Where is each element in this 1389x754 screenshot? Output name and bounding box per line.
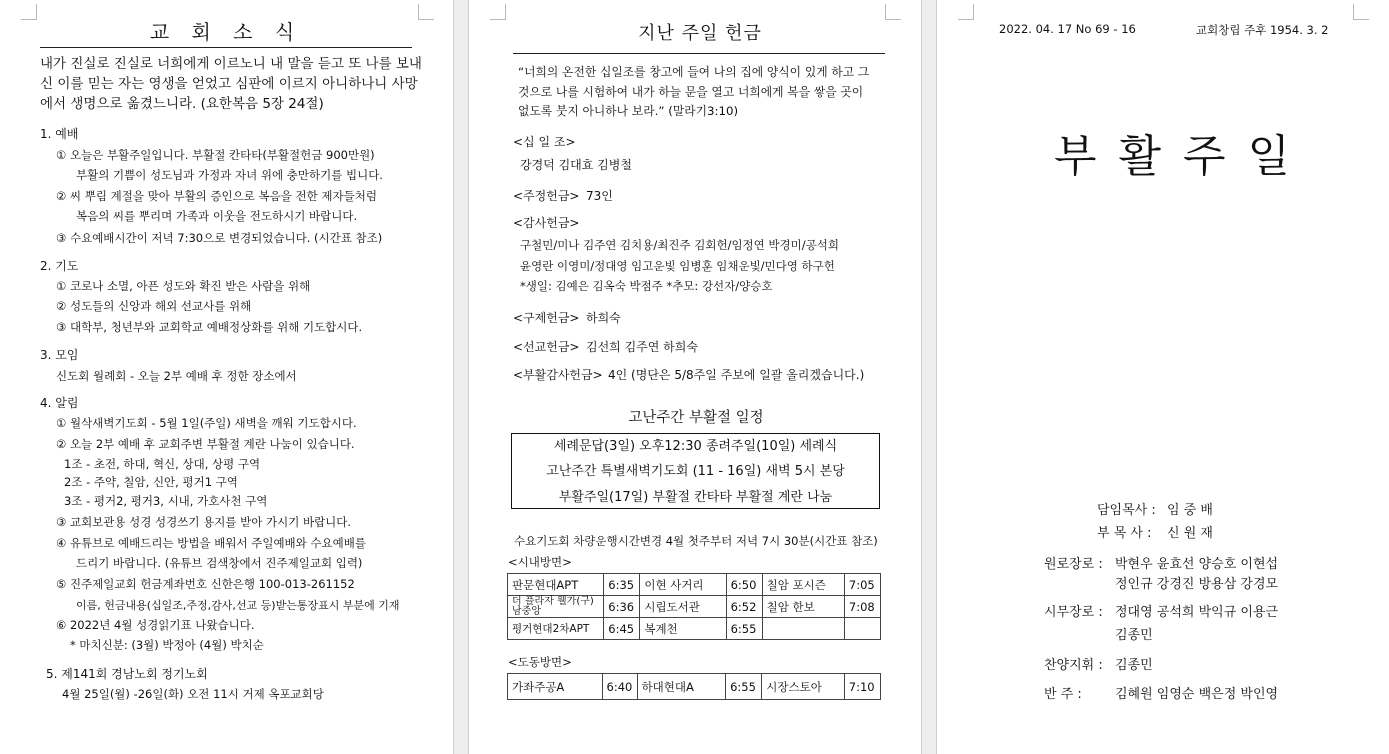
staff-name: 정대영 공석희 박익규 이용근 (1115, 605, 1279, 620)
staff-name: 임 중 배 (1167, 503, 1213, 518)
offering-label: <십 일 조> (513, 135, 576, 149)
section-heading: 4. 알림 (40, 396, 79, 410)
news-item: 복음의 씨를 뿌리며 가족과 이웃을 전도하시기 바랍니다. (76, 209, 358, 223)
city-bus-table (507, 573, 881, 640)
time-cell: 7:10 (844, 674, 880, 700)
time-cell: 6:35 (604, 574, 640, 596)
crop-mark (1353, 4, 1369, 20)
news-item: ① 월삭새벽기도회 - 5월 1일(주일) 새벽을 깨워 기도합시다. (56, 416, 357, 430)
stop-cell (762, 618, 844, 640)
offering-names: 강경덕 김대효 김병철 (520, 158, 632, 172)
time-cell: 6:36 (604, 596, 640, 618)
crop-mark (490, 4, 506, 20)
stop-cell: 평거현대2차APT (508, 618, 604, 640)
crop-mark (418, 4, 434, 20)
staff-role: 시무장로 : (1044, 605, 1103, 620)
time-cell: 6:45 (604, 618, 640, 640)
time-cell: 6:55 (726, 674, 762, 700)
staff-role: 찬양지휘 : (1044, 658, 1103, 673)
offering-names: 윤영란 이영미/정대영 임고운빛 임병훈 임채운빛/민다영 하구헌 (520, 259, 835, 273)
news-item: ③ 수요예배시간이 저녁 7:30으로 변경되었습니다. (시간표 참조) (56, 231, 383, 245)
news-item: 2조 - 주약, 칠암, 신안, 평거1 구역 (64, 475, 238, 489)
bulletin-date: 2022. 04. 17 No 69 - 16 (999, 22, 1136, 36)
time-cell: 6:40 (602, 674, 637, 700)
scripture-verse: 내가 진실로 진실로 너희에게 이르노니 내 말을 듣고 또 나를 보내신 이를 믿는 자는 영생을 얻었고 심판에 이르지 아니하나니 사망에서 생명으로 옮겼느니라. (요한복음 5장 24절) (40, 56, 422, 112)
schedule-line: 세례문답(3일) 오후12:30 종려주일(10일) 세례식 (553, 439, 838, 454)
offering-label: <주정헌금> (513, 189, 580, 203)
staff-name: 김혜원 임영순 백은정 박인영 (1115, 687, 1279, 702)
stop-cell: 하대현대A (637, 674, 726, 700)
stop-cell: 판문현대APT (508, 574, 604, 596)
page-church-news (0, 0, 453, 754)
stop-cell: 시립도서관 (640, 596, 726, 618)
offering-label: <부활감사헌금> (513, 368, 603, 382)
offering-names: 구철민/미나 김주연 김치용/최진주 김회헌/임정연 박경미/공석희 (520, 238, 839, 252)
offering-names: *생일: 김예은 김옥숙 박점주 *추모: 강선자/양승호 (520, 279, 773, 293)
news-item: ② 성도들의 신앙과 해외 선교사를 위해 (56, 299, 252, 313)
malachi-verse: “너희의 온전한 십일조를 창고에 들여 나의 집에 양식이 있게 하고 그것으로 나를 시험하여 내가 하늘 문을 열고 너희에게 복을 쌓을 곳이 없도록 붓지 아니하나 보라.” (말라기3:10) (518, 65, 870, 118)
news-item: 신도회 월례회 - 오늘 2부 예배 후 정한 장소에서 (56, 369, 297, 383)
schedule-box (511, 433, 880, 509)
staff-role: 담임목사 : (1097, 503, 1156, 518)
news-item: ③ 교회보관용 성경 성경쓰기 용지를 받아 가시기 바랍니다. (56, 515, 352, 529)
title-underline (40, 47, 412, 48)
staff-name: 김종민 (1115, 658, 1153, 673)
table-row (508, 618, 881, 640)
crop-mark (958, 4, 974, 20)
cover-title: 부활주일 (1054, 131, 1313, 182)
staff-role: 반 주 : (1044, 687, 1082, 702)
news-item: 4월 25일(월) -26일(화) 오전 11시 거제 옥포교회당 (62, 687, 324, 701)
news-item: 1조 - 초전, 하대, 혁신, 상대, 상평 구역 (64, 457, 261, 471)
stop-cell: 칠암 한보 (762, 596, 844, 618)
news-item: ① 코로나 소멸, 아픈 성도와 확진 받은 사람을 위해 (56, 279, 311, 293)
staff-role: 부 목 사 : (1097, 526, 1152, 541)
section-heading: 2. 기도 (40, 259, 79, 273)
schedule-line: 고난주간 특별새벽기도회 (11 - 16일) 새벽 5시 본당 (546, 464, 845, 479)
title-underline (513, 53, 885, 54)
staff-name: 정인규 강경진 방용삼 강경모 (1115, 577, 1279, 592)
stop-cell: 시장스토아 (762, 674, 844, 700)
staff-name: 신 원 재 (1167, 526, 1213, 541)
news-item: 3조 - 평거2, 평거3, 시내, 가호사천 구역 (64, 494, 268, 508)
page-title: 교 회 소 식 (149, 20, 303, 44)
news-item: 이름, 헌금내용(십일조,주정,감사,선교 등)받는통장표시 부분에 기재 (76, 599, 400, 612)
news-item: ① 오늘은 부활주일입니다. 부활절 칸타타(부활절헌금 900만원) (56, 148, 375, 162)
news-item: 부활의 기쁨이 성도님과 가정과 자녀 위에 충만하기를 빕니다. (76, 168, 383, 182)
time-cell: 7:08 (844, 596, 880, 618)
page-cover (937, 0, 1389, 754)
section-heading: 5. 제141회 경남노회 정기노회 (46, 667, 208, 681)
staff-role: 원로장로 : (1044, 557, 1103, 572)
offering-value: 4인 (명단은 5/8주일 주보에 일괄 올리겠습니다.) (608, 368, 865, 382)
crop-mark (21, 4, 37, 20)
offering-names: 김선희 김주연 하희숙 (586, 340, 698, 354)
news-item: ③ 대학부, 청년부와 교회학교 예배정상화를 위해 기도합시다. (56, 320, 363, 334)
news-item: ② 씨 뿌림 계절을 맞아 부활의 증인으로 복음을 전한 제자들처럼 (56, 189, 377, 203)
bus-notice: 수요기도회 차량운행시간변경 4월 첫주부터 저녁 7시 30분(시간표 참조) (514, 534, 878, 548)
offering-names: 하희숙 (586, 311, 621, 325)
schedule-line: 부활주일(17일) 부활절 칸타타 부활절 계란 나눔 (558, 490, 833, 505)
section-heading: 1. 예배 (40, 127, 79, 141)
offerings-title: 지난 주일 헌금 (638, 23, 762, 44)
news-item: 드리기 바랍니다. (유튜브 검색창에서 진주제일교회 입력) (76, 556, 363, 570)
staff-name: 김종민 (1115, 628, 1153, 643)
road-bus-table (507, 673, 881, 700)
stop-cell: 복계천 (640, 618, 726, 640)
crop-mark (885, 4, 901, 20)
offering-label: <감사헌금> (513, 216, 580, 230)
schedule-title: 고난주간 부활절 일정 (628, 410, 764, 426)
time-cell (844, 618, 880, 640)
section-heading: 3. 모임 (40, 348, 79, 362)
staff-name: 박현우 윤효선 양승호 이현섭 (1115, 557, 1279, 572)
stop-cell: 더 플라자 웰가(구) 남중앙 (508, 596, 604, 618)
founding-date: 교회창립 주후 1954. 3. 2 (1196, 23, 1329, 37)
time-cell: 6:55 (726, 618, 762, 640)
offering-label: <선교헌금> (513, 340, 580, 354)
offering-label: <구제헌금> (513, 311, 580, 325)
news-item: ⑥ 2022년 4월 성경읽기표 나왔습니다. (56, 618, 255, 632)
route-label: <시내방면> (508, 555, 572, 569)
stop-cell: 칠암 포시즌 (762, 574, 844, 596)
news-item: ② 오늘 2부 예배 후 교회주변 부활절 계란 나눔이 있습니다. (56, 437, 355, 451)
time-cell: 7:05 (844, 574, 880, 596)
stop-cell: 이현 사거리 (640, 574, 726, 596)
time-cell: 6:52 (726, 596, 762, 618)
table-row (508, 596, 881, 618)
offering-value: 73인 (586, 189, 613, 203)
stop-cell: 가좌주공A (508, 674, 603, 700)
news-item: ⑤ 진주제일교회 헌금계좌번호 신한은행 100-013-261152 (56, 577, 355, 591)
news-item: ④ 유튜브로 예배드리는 방법을 배워서 주일예배와 수요예배를 (56, 536, 366, 550)
news-item: * 마치신분: (3월) 박정아 (4월) 박치순 (70, 638, 264, 652)
route-label: <도동방면> (508, 655, 572, 669)
table-row (508, 574, 881, 596)
time-cell: 6:50 (726, 574, 762, 596)
table-row (508, 674, 881, 700)
